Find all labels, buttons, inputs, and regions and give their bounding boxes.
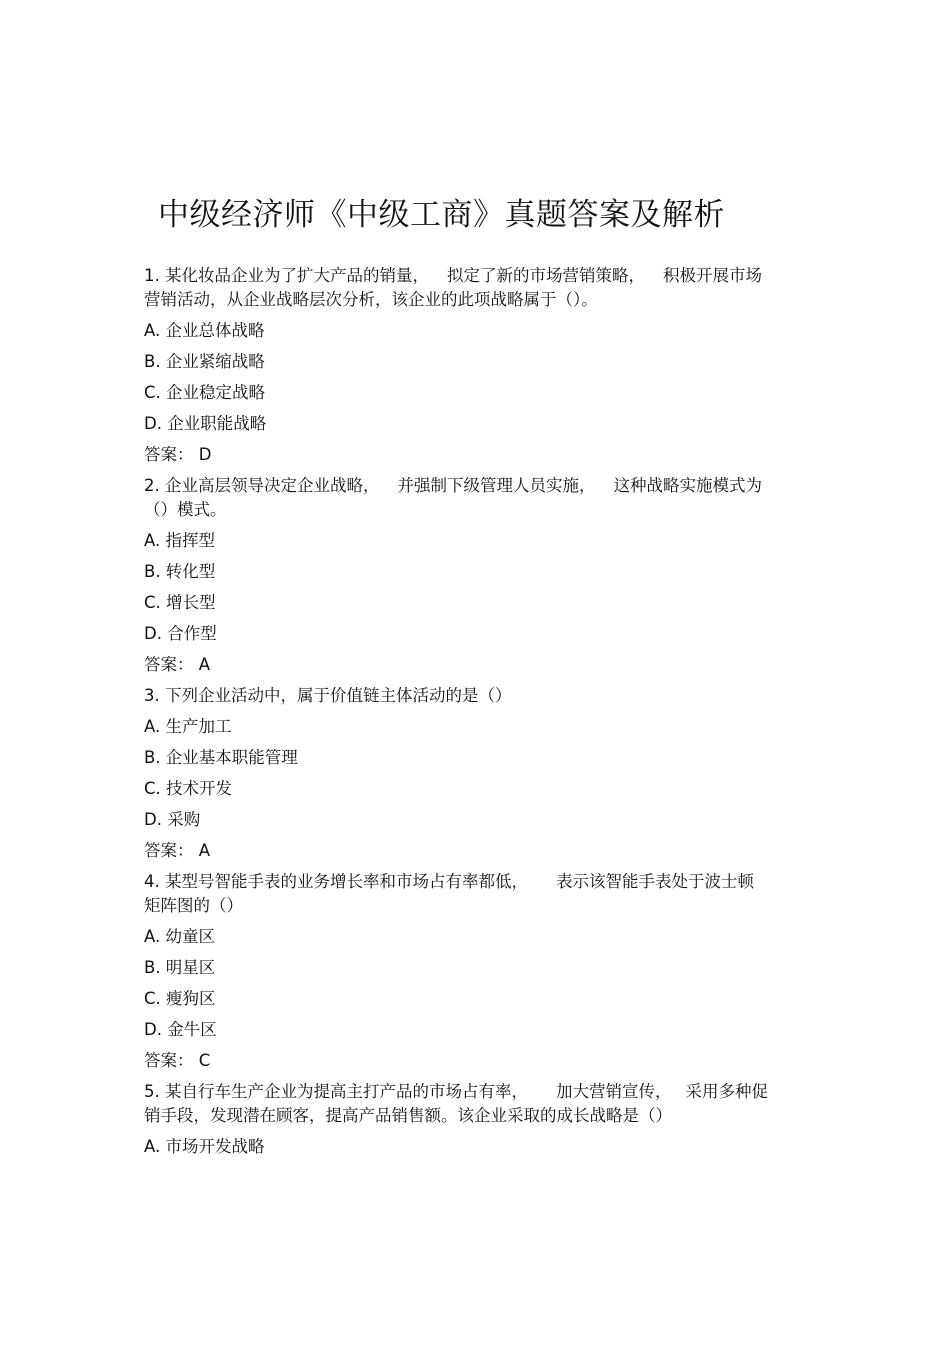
option-c: C. 增长型 xyxy=(144,593,216,612)
option-a: A. 指挥型 xyxy=(144,531,215,550)
question-stem-line xyxy=(144,498,806,529)
option-a: A. 幼童区 xyxy=(144,927,215,946)
stem-segment: 1. 某化妆品企业为了扩大产品的销量， xyxy=(144,266,429,285)
option-a: A. 市场开发战略 xyxy=(144,1137,265,1156)
answer: 答案： C xyxy=(144,1051,211,1070)
stem-segment: 积极开展市场 xyxy=(663,266,762,285)
stem-segment: 营销活动，从企业战略层次分析，该企业的此项战略属于（）。 xyxy=(144,290,598,309)
answer: 答案： A xyxy=(144,655,211,674)
option-c: C. 技术开发 xyxy=(144,779,233,798)
option-b: B. 企业紧缩战略 xyxy=(144,352,265,371)
answer: 答案： A xyxy=(144,841,211,860)
question-stem-line xyxy=(144,684,806,715)
stem-segment: （）模式。 xyxy=(144,500,227,519)
stem-segment: 5. 某自行车生产企业为提高主打产品的市场占有率， xyxy=(144,1082,528,1101)
question-stem-line xyxy=(144,1104,806,1135)
option-c: C. 企业稳定战略 xyxy=(144,383,266,402)
question-stem-line xyxy=(144,474,806,498)
question-3 xyxy=(144,684,806,870)
stem-segment: 加大营销宣传， xyxy=(556,1082,672,1101)
option-a: A. 生产加工 xyxy=(144,717,232,736)
stem-segment: 这种战略实施模式为 xyxy=(613,476,762,495)
stem-segment: 拟定了新的市场营销策略， xyxy=(447,266,645,285)
question-stem-line xyxy=(144,1080,806,1104)
question-stem-line xyxy=(144,264,806,288)
option-b: B. 转化型 xyxy=(144,562,216,581)
stem-segment: 销手段，发现潜在顾客，提高产品销售额。该企业采取的成长战略是（） xyxy=(144,1106,672,1125)
question-2 xyxy=(144,474,806,684)
stem-segment: 并强制下级管理人员实施， xyxy=(397,476,596,495)
option-d: D. 金牛区 xyxy=(144,1020,217,1039)
question-5 xyxy=(144,1080,806,1166)
stem-segment: 表示该智能手表处于波士顿 xyxy=(556,872,754,891)
option-b: B. 企业基本职能管理 xyxy=(144,748,298,767)
option-d: D. 采购 xyxy=(144,810,201,829)
stem-segment: 矩阵图的（） xyxy=(144,896,243,915)
question-stem-line xyxy=(144,894,806,925)
stem-segment: 采用多种促 xyxy=(685,1082,768,1101)
stem-segment: 2. 企业高层领导决定企业战略， xyxy=(144,476,380,495)
question-stem-line xyxy=(144,870,806,894)
option-c: C. 瘦狗区 xyxy=(144,989,216,1008)
answer: 答案： D xyxy=(144,445,212,464)
stem-segment: 4. 某型号智能手表的业务增长率和市场占有率都低， xyxy=(144,872,528,891)
option-a: A. 企业总体战略 xyxy=(144,321,265,340)
option-d: D. 合作型 xyxy=(144,624,217,643)
stem-segment: 3. 下列企业活动中，属于价值链主体活动的是（） xyxy=(144,686,512,705)
option-b: B. 明星区 xyxy=(144,958,216,977)
document-title: 中级经济师《中级工商》真题答案及解析 xyxy=(158,197,725,233)
option-d: D. 企业职能战略 xyxy=(144,414,267,433)
question-1 xyxy=(144,264,806,474)
question-stem-line xyxy=(144,288,806,319)
question-list xyxy=(144,264,806,1166)
question-4 xyxy=(144,870,806,1080)
